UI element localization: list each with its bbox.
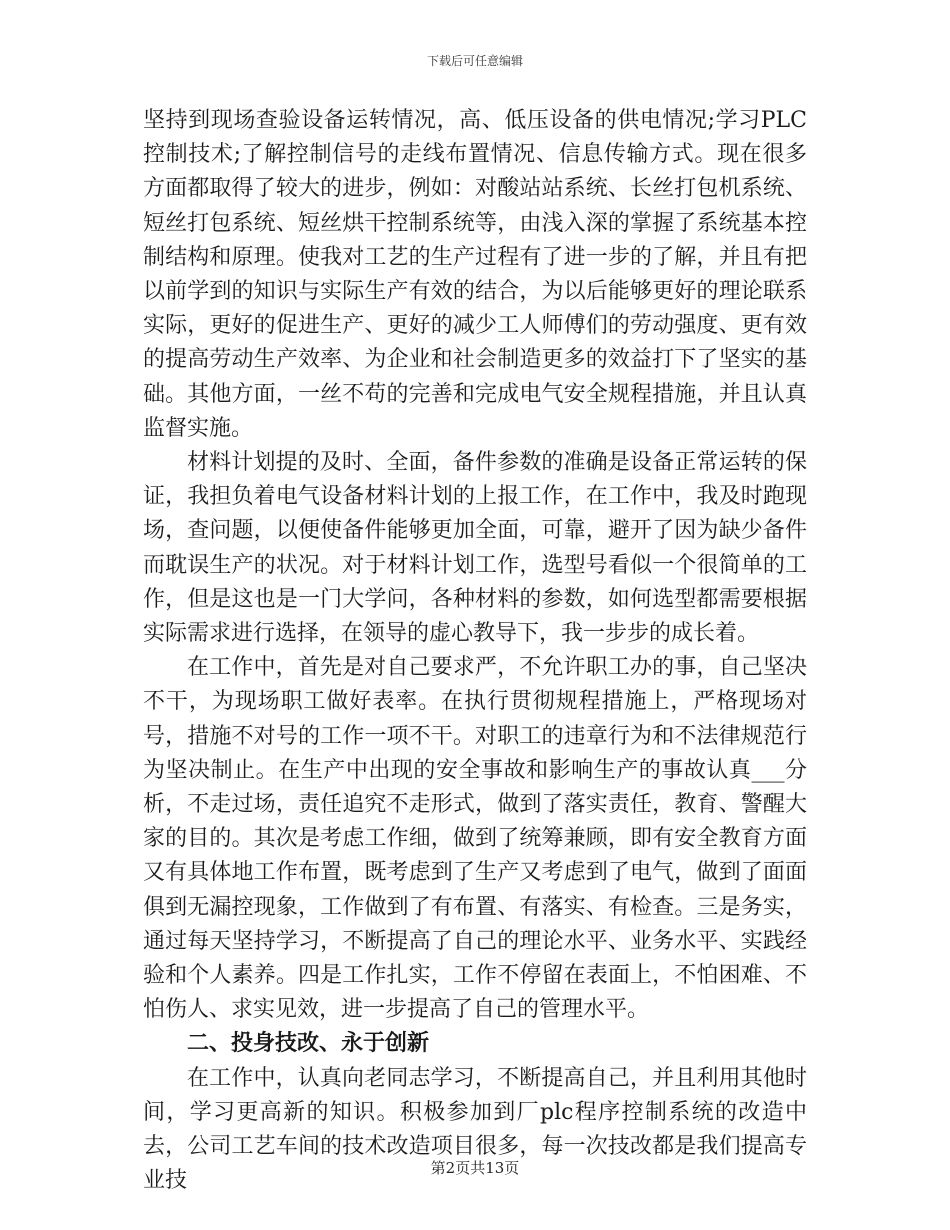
page-header: 下载后可任意编辑 [426,54,523,68]
paragraph-1: 坚持到现场查验设备运转情况，高、低压设备的供电情况;学习PLC控制技术;了解控制信号的走线布置情况、信息传输方式。现在很多方面都取得了较大的进步，例如：对酸站站系统、长丝打包机系统、短丝打包系统、短丝烘干控制系统等，由浅入深的掌握了系统基本控制结构和原理。使我对工艺的生产过程有了进一步的了解，并且有把以前学到的知识与实际生产有效的结合，为以后能够更好的理论联系实际，更好的促进生产、更好的减少工人师傅们的劳动强度、更有效的提高劳动生产效率、为企业和社会制造更多的效益打下了坚实的基础。其他方面，一丝不苟的完善和完成电气安全规程措施，并且认真监督实施。 [143,108,807,441]
paragraph-3: 在工作中，首先是对自己要求严，不允许职工办的事，自己坚决不干，为现场职工做好表率。在执行贯彻规程措施上，严格现场对号，措施不对号的工作一项不干。对职工的违章行为和不法律规范行为坚决制止。在生产中出现的安全事故和影响生产的事故认真___分析，不走过场，责任追究不走形式，做到了落实责任，教育、警醒大家的目的。其次是考虑工作细，做到了统筹兼顾，即有安全教育方面又有具体地工作布置，既考虑到了生产又考虑到了电气，做到了面面俱到无漏控现象，工作做到了有布置、有落实、有检查。三是务实，通过每天坚持学习，不断提高了自己的理论水平、业务水平、实践经验和个人素养。四是工作扎实，工作不停留在表面上，不怕困难、不怕伤人、求实见效，进一步提高了自己的管理水平。 [143,655,807,1023]
page-footer: 第2页共13页 [430,1159,520,1177]
paragraph-2: 材料计划提的及时、全面，备件参数的准确是设备正常运转的保证，我担负着电气设备材料计划的上报工作，在工作中，我及时跑现场，查问题，以便使备件能够更加全面，可靠，避开了因为缺少备件而耽误生产的状况。对于材料计划工作，选型号看似一个很简单的工作，但是这也是一门大学问，各种材料的参数，如何选型都需要根据实际需求进行选择，在领导的虚心教导下，我一步步的成长着。 [143,450,807,647]
document-body [143,104,807,1199]
section-heading-2: 二、投身技改、永于创新 [187,1031,430,1057]
paragraph-4: 在工作中，认真向老同志学习，不断提高自己，并且利用其他时间，学习更高新的知识。积极参加到厂plc程序控制系统的改造中去，公司工艺车间的技术改造项目很多，每一次技改都是我们提高专业技 [143,1065,807,1194]
